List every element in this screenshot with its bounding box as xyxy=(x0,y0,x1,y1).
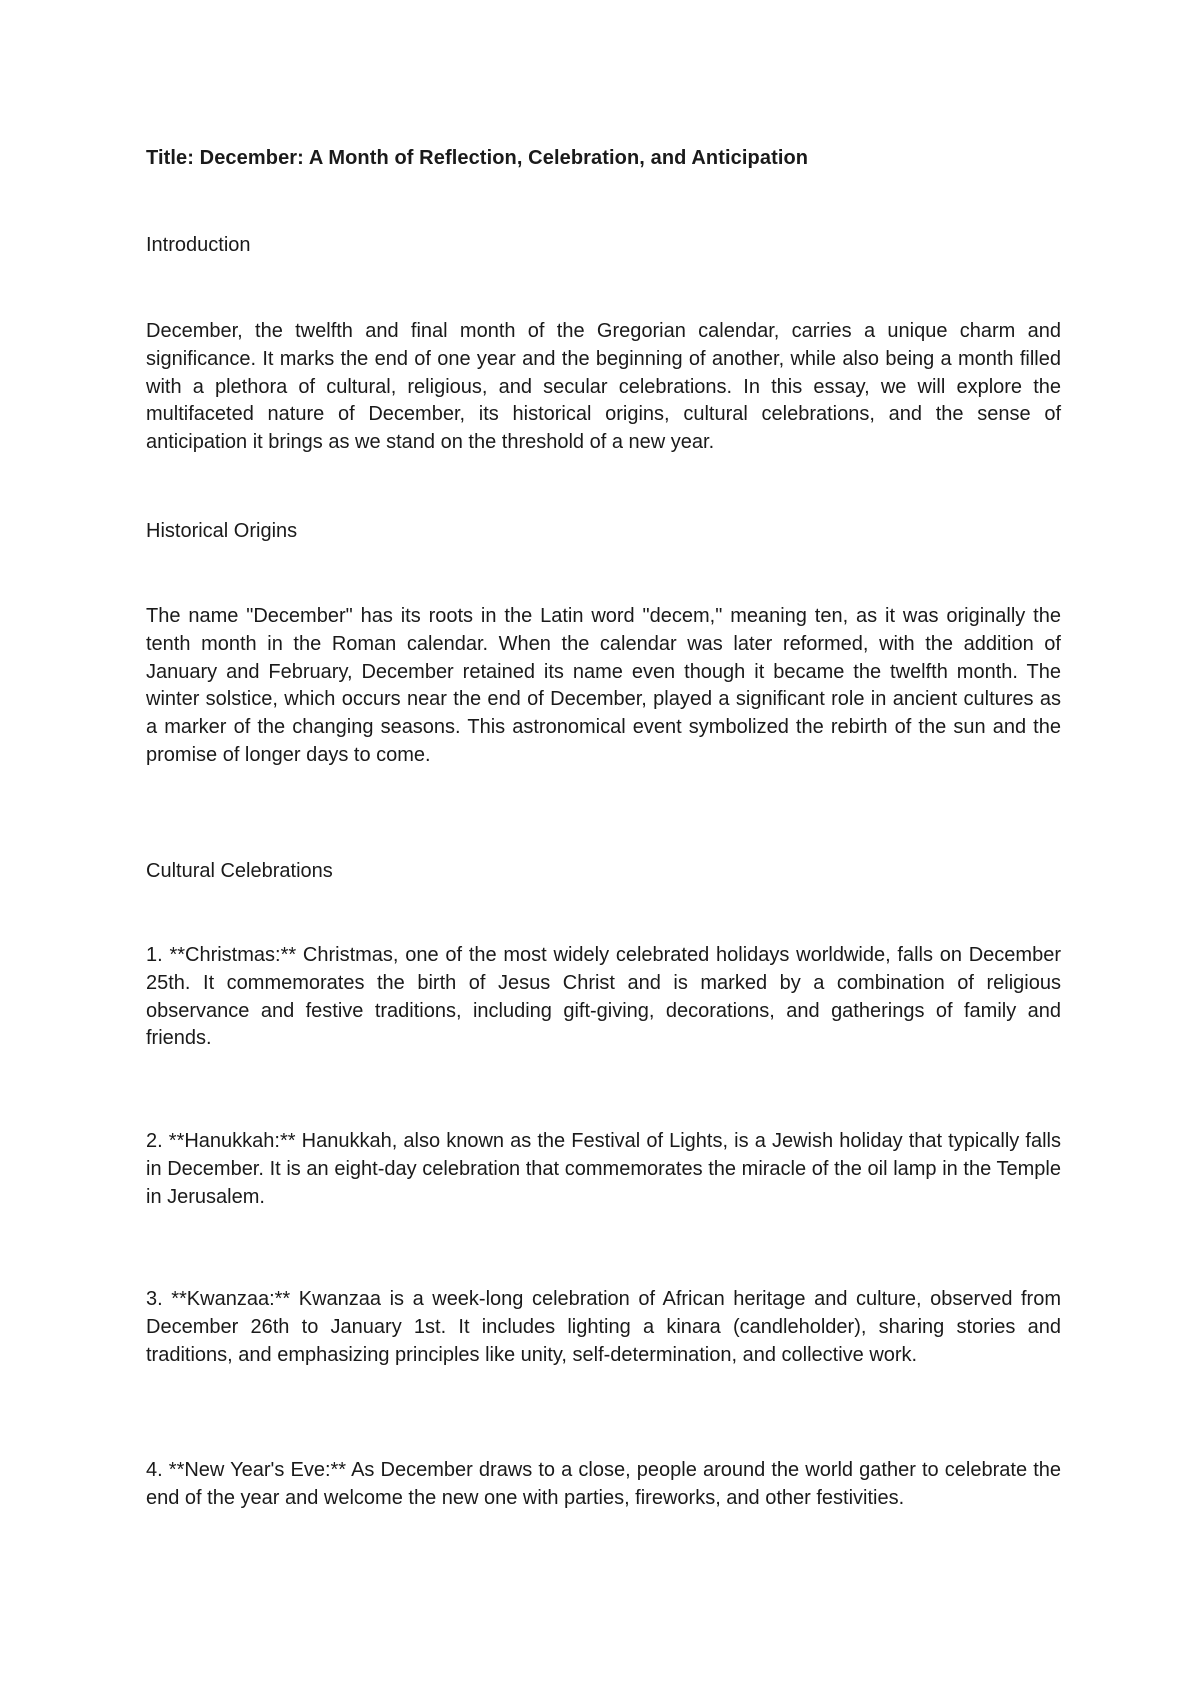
introduction-heading: Introduction xyxy=(146,234,251,256)
celebration-item-kwanzaa: 3. **Kwanzaa:** Kwanzaa is a week-long celebration of African heritage and culture, observed from December 26th to January 1st. It includes lighting a kinara (candleholder), sharing stories and traditions, and emphasizing principles like unity, self-determination, and collective work. xyxy=(146,1288,1061,1366)
historical-origins-heading: Historical Origins xyxy=(146,520,298,542)
cultural-celebrations-heading: Cultural Celebrations xyxy=(146,860,333,882)
document-title: Title: December: A Month of Reflection, Celebration, and Anticipation xyxy=(146,147,809,169)
celebration-item-christmas: 1. **Christmas:** Christmas, one of the most widely celebrated holidays worldwide, falls on December 25th. It commemorates the birth of Jesus Christ and is marked by a combination of religious observance and festive traditions, including gift-giving, decorations, and gatherings of family and friends. xyxy=(146,944,1061,1050)
historical-origins-paragraph: The name "December" has its roots in the Latin word "decem," meaning ten, as it was originally the tenth month in the Roman calendar. When the calendar was later reformed, with the addition of January and February, December retained its name even though it became the twelfth month. The winter solstice, which occurs near the end of December, played a significant role in ancient cultures as a marker of the changing seasons. This astronomical event symbolized the rebirth of the sun and the promise of longer days to come. xyxy=(146,605,1061,766)
introduction-paragraph: December, the twelfth and final month of the Gregorian calendar, carries a unique charm and significance. It marks the end of one year and the beginning of another, while also being a month filled with a plethora of cultural, religious, and secular celebrations. In this essay, we will explore the multifaceted nature of December, its historical origins, cultural celebrations, and the sense of anticipation it brings as we stand on the threshold of a new year. xyxy=(146,320,1061,454)
celebration-item-new-years-eve: 4. **New Year's Eve:** As December draws to a close, people around the world gather to celebrate the end of the year and welcome the new one with parties, fireworks, and other festivities. xyxy=(146,1459,1061,1509)
celebration-item-hanukkah: 2. **Hanukkah:** Hanukkah, also known as the Festival of Lights, is a Jewish holiday that typically falls in December. It is an eight-day celebration that commemorates the miracle of the oil lamp in the Temple in Jerusalem. xyxy=(146,1130,1061,1208)
